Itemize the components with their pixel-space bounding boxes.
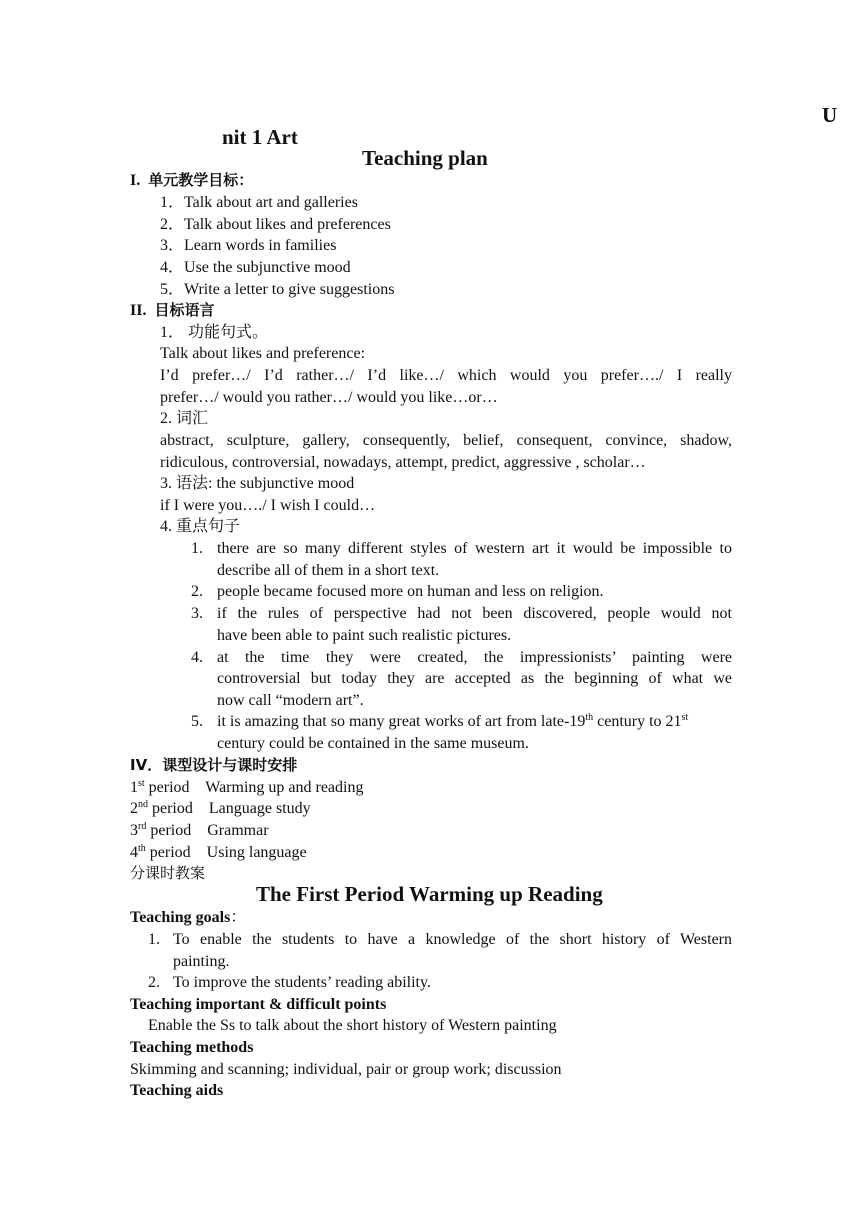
- vocabulary-line-2: ridiculous, controversial, nowadays, attempt, predict, aggressive , scholar…: [160, 454, 646, 471]
- sentence-line: have been able to paint such realistic pictures.: [217, 627, 512, 644]
- period-text: period Language study: [148, 800, 311, 817]
- teaching-plan-title: Teaching plan: [362, 146, 488, 170]
- teaching-aids-heading: Teaching aids: [130, 1082, 224, 1099]
- section2-heading-num: II.: [130, 302, 147, 319]
- title-letter-u: U: [822, 103, 838, 127]
- sentence-number: 5.: [191, 713, 203, 730]
- lesson-plans-label: 分课时教案: [130, 864, 206, 882]
- key-sentences-label: 4. 重点句子: [160, 518, 241, 535]
- list-item: [160, 217, 391, 233]
- ordinal-suffix: st: [681, 712, 689, 723]
- list-item: [160, 282, 394, 298]
- functional-line-2: prefer…/ would you rather…/ would you like…or…: [160, 389, 498, 406]
- ordinal-suffix: rd: [138, 821, 147, 832]
- first-period-title: The First Period Warming up Reading: [256, 882, 603, 906]
- teaching-goals-heading: [130, 910, 246, 926]
- item-text: Learn words in families: [184, 237, 337, 254]
- goal-line: To enable the students to have a knowledge of the short history of Western: [173, 931, 732, 948]
- ordinal-suffix: th: [585, 712, 594, 723]
- item-text: Talk about likes and preferences: [184, 216, 391, 233]
- sentence-line: [217, 714, 688, 730]
- ordinal-suffix: th: [138, 843, 146, 854]
- vocabulary-label: 2. 词汇: [160, 410, 209, 427]
- ordinal-suffix: nd: [138, 799, 148, 810]
- sentence-line: now call “modern art”.: [217, 692, 364, 709]
- item-text: Write a letter to give suggestions: [184, 281, 395, 298]
- grammar-example: if I were you…./ I wish I could…: [160, 497, 376, 514]
- item-text: Use the subjunctive mood: [184, 259, 351, 276]
- list-item: [160, 195, 358, 211]
- period-text: period Using language: [145, 844, 307, 861]
- colon: ：: [230, 909, 247, 926]
- functional-intro: Talk about likes and preference:: [160, 345, 366, 362]
- functional-line-1: I’d prefer…/ I’d rather…/ I’d like…/ which would you prefer…./ I really: [160, 367, 732, 384]
- period-text: period Warming up and reading: [144, 779, 364, 796]
- important-points-text: Enable the Ss to talk about the short history of Western painting: [148, 1017, 557, 1034]
- sentence-line: people became focused more on human and less on religion.: [217, 583, 604, 600]
- sentence-number: 2.: [191, 583, 203, 600]
- period-number: 1: [130, 779, 138, 796]
- list-item: [160, 260, 351, 276]
- sentence-line: controversial but today they are accepted as the beginning of what we: [217, 670, 732, 687]
- item-number: 4．: [160, 259, 185, 276]
- sentence-text: it is amazing that so many great works of art from late-19: [217, 713, 586, 730]
- item-number: 3．: [160, 237, 185, 254]
- period-item: [130, 823, 269, 839]
- section1-heading: [130, 173, 253, 189]
- item-number: 1．: [160, 194, 185, 211]
- sentence-line: at the time they were created, the impressionists’ painting were: [217, 649, 732, 666]
- goal-number: 1.: [148, 931, 160, 948]
- teaching-methods-heading: Teaching methods: [130, 1039, 254, 1056]
- teaching-methods-text: Skimming and scanning; individual, pair or group work; discussion: [130, 1061, 562, 1078]
- section2-heading-text: 目标语言: [154, 301, 215, 319]
- goal-line: painting.: [173, 953, 230, 970]
- section4-heading: IV．课型设计与课时安排: [130, 756, 298, 774]
- sentence-number: 4.: [191, 649, 203, 666]
- sentence-line: there are so many different styles of western art it would be impossible to: [217, 540, 732, 557]
- goal-number: 2.: [148, 974, 160, 991]
- section1-heading-text: 单元教学目标：: [148, 171, 254, 189]
- item-number: 5．: [160, 281, 185, 298]
- sentence-line: if the rules of perspective had not been discovered, people would not: [217, 605, 732, 622]
- period-number: 4: [130, 844, 138, 861]
- functional-sentences-label: 1． 功能句式。: [160, 324, 269, 341]
- section1-heading-num: I.: [130, 172, 141, 189]
- unit-title: nit 1 Art: [222, 125, 298, 149]
- period-item: [130, 801, 311, 817]
- goal-line: To improve the students’ reading ability.: [173, 974, 431, 991]
- sentence-number: 3.: [191, 605, 203, 622]
- period-number: 3: [130, 822, 138, 839]
- sentence-line: describe all of them in a short text.: [217, 562, 440, 579]
- important-points-heading: Teaching important & difficult points: [130, 996, 387, 1013]
- period-item: [130, 845, 307, 861]
- item-text: Talk about art and galleries: [184, 194, 358, 211]
- list-item: [160, 238, 336, 254]
- vocabulary-line-1: abstract, sculpture, gallery, consequently, belief, consequent, convince, shadow,: [160, 432, 732, 449]
- ordinal-suffix: st: [138, 778, 145, 789]
- grammar-label: 3. 语法: the subjunctive mood: [160, 475, 355, 492]
- teaching-goals-label: Teaching goals: [130, 909, 231, 926]
- sentence-number: 1.: [191, 540, 203, 557]
- item-number: 2．: [160, 216, 185, 233]
- period-item: [130, 780, 363, 796]
- period-number: 2: [130, 800, 138, 817]
- section2-heading: [130, 303, 214, 319]
- sentence-text: century to 21: [593, 713, 682, 730]
- period-text: period Grammar: [146, 822, 269, 839]
- sentence-line: century could be contained in the same museum.: [217, 735, 529, 752]
